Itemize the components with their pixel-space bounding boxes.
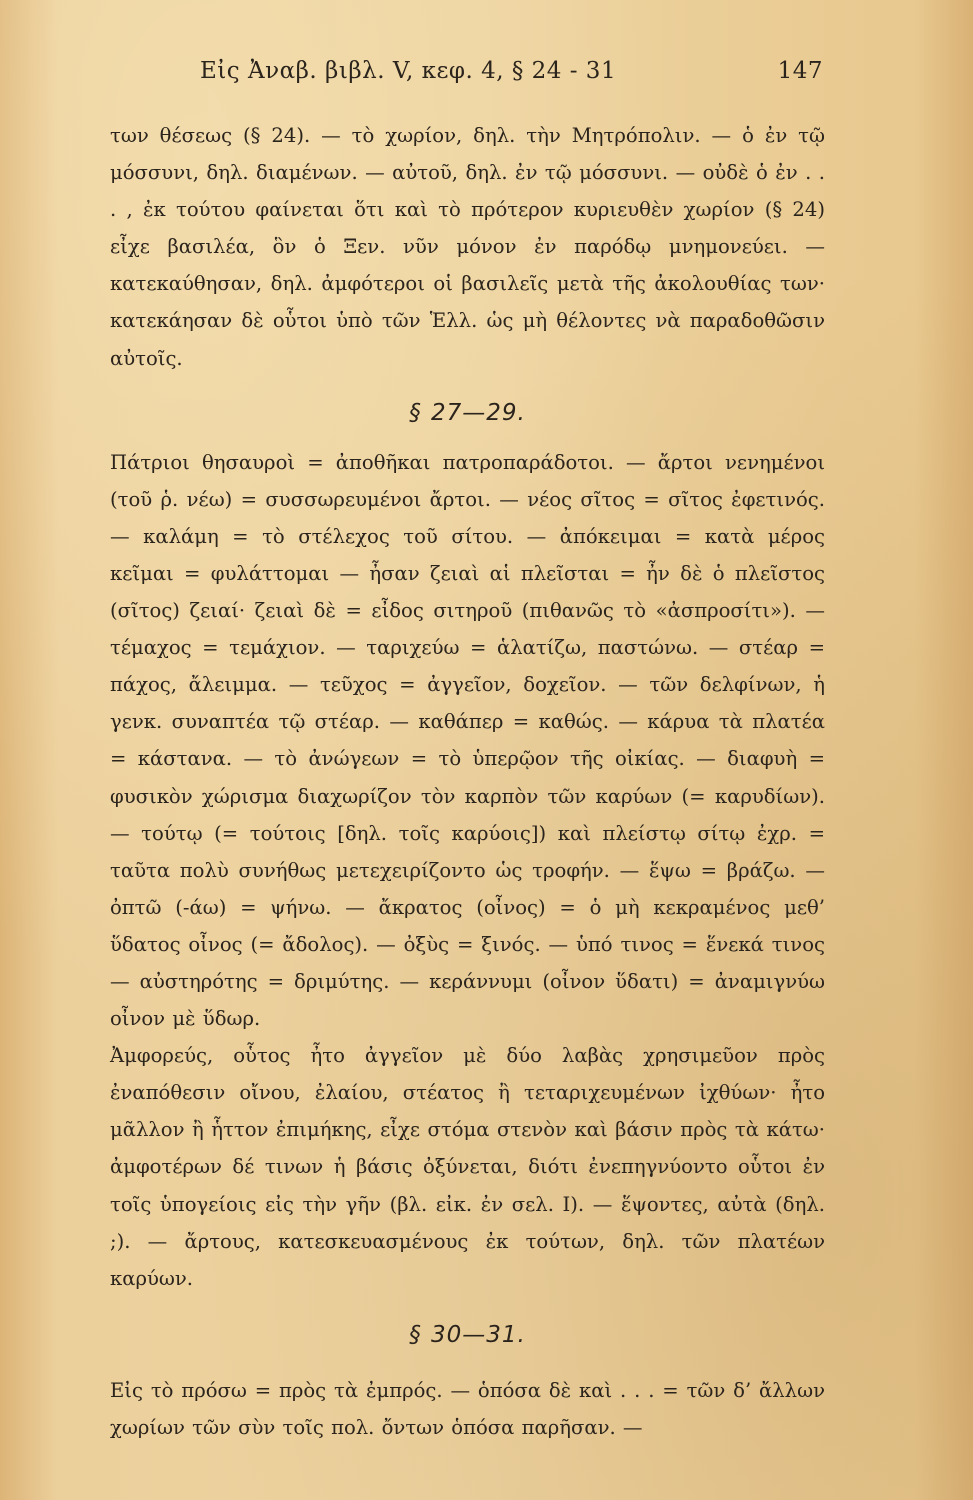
section-2-amphora-paragraph: Ἀμφορεύς, οὗτος ἦτο ἀγγεῖον μὲ δύο λαβὰς χρησιμεῦον πρὸς ἐναπόθεσιν οἴνου, ἐλαίου, στέατος ἢ τεταριχευμένων ἰχθύων· ἦτο μᾶλλον ἢ ἧττον ἐπιμήκης, εἶχε στόμα στενὸν καὶ βάσιν πρὸς τὰ κάτω· ἀμφοτέρων δέ τινων ἡ βάσις ὀξύνεται, διότι ἐνεπηγνύοντο οὗτοι ἐν τοῖς ὑπογείοις εἰς τὴν γῆν (βλ. εἰκ. ἐν σελ. Ι). — ἕψοντες, αὐτὰ (δηλ. ;). — ἄρτους, κατεσκευασμένους ἐκ τούτων, δηλ. τῶν πλατέων καρύων.	[110, 1044, 825, 1290]
section-heading-30-31: § 30—31.	[409, 1321, 526, 1348]
section-3-paragraph: Εἰς τὸ πρόσω = πρὸς τὰ ἐμπρός. — ὁπόσα δὲ καὶ . . . = τῶν δ’ ἄλλων χωρίων τῶν σὺν τοῖς πολ. ὄντων ὁπόσα παρῆσαν. —	[110, 1378, 825, 1439]
page-body	[110, 117, 825, 1446]
running-head: Εἰς Ἀναβ. βιβλ. V, κεφ. 4, § 24 - 31	[200, 58, 617, 84]
section-1-paragraph: των θέσεως (§ 24). — τὸ χωρίον, δηλ. τὴν Μητρόπολιν. — ὁ ἐν τῷ μόσσυνι, δηλ. διαμένων. — αὐτοῦ, δηλ. ἐν τῷ μόσσυνι. — οὐδὲ ὁ ἐν . . . , ἐκ τούτου φαίνεται ὅτι καὶ τὸ πρότερον κυριευθὲν χωρίον (§ 24) εἶχε βασιλέα, ὃν ὁ Ξεν. νῦν μόνον ἐν παρόδῳ μνημονεύει. — κατεκαύθησαν, δηλ. ἀμφότεροι οἱ βασιλεῖς μετὰ τῆς ἀκολουθίας των· κατεκάησαν δὲ οὗτοι ὑπὸ τῶν Ἑλλ. ὡς μὴ θέλοντες νὰ παραδοθῶσιν αὐτοῖς.	[110, 124, 825, 370]
page-header	[0, 58, 973, 98]
page-number: 147	[777, 58, 823, 84]
section-heading-27-29: § 27—29.	[409, 399, 526, 426]
section-2-glossary-paragraph: Πάτριοι θησαυροὶ = ἀποθῆκαι πατροπαράδοτοι. — ἄρτοι νενημένοι (τοῦ ῥ. νέω) = συσσωρευμένοι ἄρτοι. — νέος σῖτος = σῖτος ἐφετινός. — καλάμη = τὸ στέλεχος τοῦ σίτου. — ἀπόκειμαι = κατὰ μέρος κεῖμαι = φυλάττομαι — ἦσαν ζειαὶ αἱ πλεῖσται = ἦν δὲ ὁ πλεῖστος (σῖτος) ζειαί· ζειαὶ δὲ = εἶδος σιτηροῦ (πιθανῶς τὸ «ἀσπροσίτι»). — τέμαχος = τεμάχιον. — ταριχεύω = ἁλατίζω, παστώνω. — στέαρ = πάχος, ἄλειμμα. — τεῦχος = ἀγγεῖον, δοχεῖον. — τῶν δελφίνων, ἡ γενκ. συναπτέα τῷ στέαρ. — καθάπερ = καθώς. — κάρυα τὰ πλατέα = κάστανα. — τὸ ἀνώγεων = τὸ ὑπερῷον τῆς οἰκίας. — διαφυὴ = φυσικὸν χώρισμα διαχωρίζον τὸν καρπὸν τῶν καρύων (= καρυδίων). — τούτῳ (= τούτοις [δηλ. τοῖς καρύοις]) καὶ πλείστῳ σίτῳ ἐχρ. = ταῦτα πολὺ συνήθως μετεχειρίζοντο ὡς τροφήν. — ἕψω = βράζω. — ὀπτῶ (-άω) = ψήνω. — ἄκρατος (οἶνος) = ὁ μὴ κεκραμένος μεθ’ ὕδατος οἶνος (= ἄδολος). — ὀξὺς = ξινός. — ὑπό τινος = ἕνεκά τινος — αὐστηρότης = δριμύτης. — κεράννυμι (οἶνον ὕδατι) = ἀναμιγνύω οἶνον μὲ ὕδωρ.	[110, 450, 825, 1031]
